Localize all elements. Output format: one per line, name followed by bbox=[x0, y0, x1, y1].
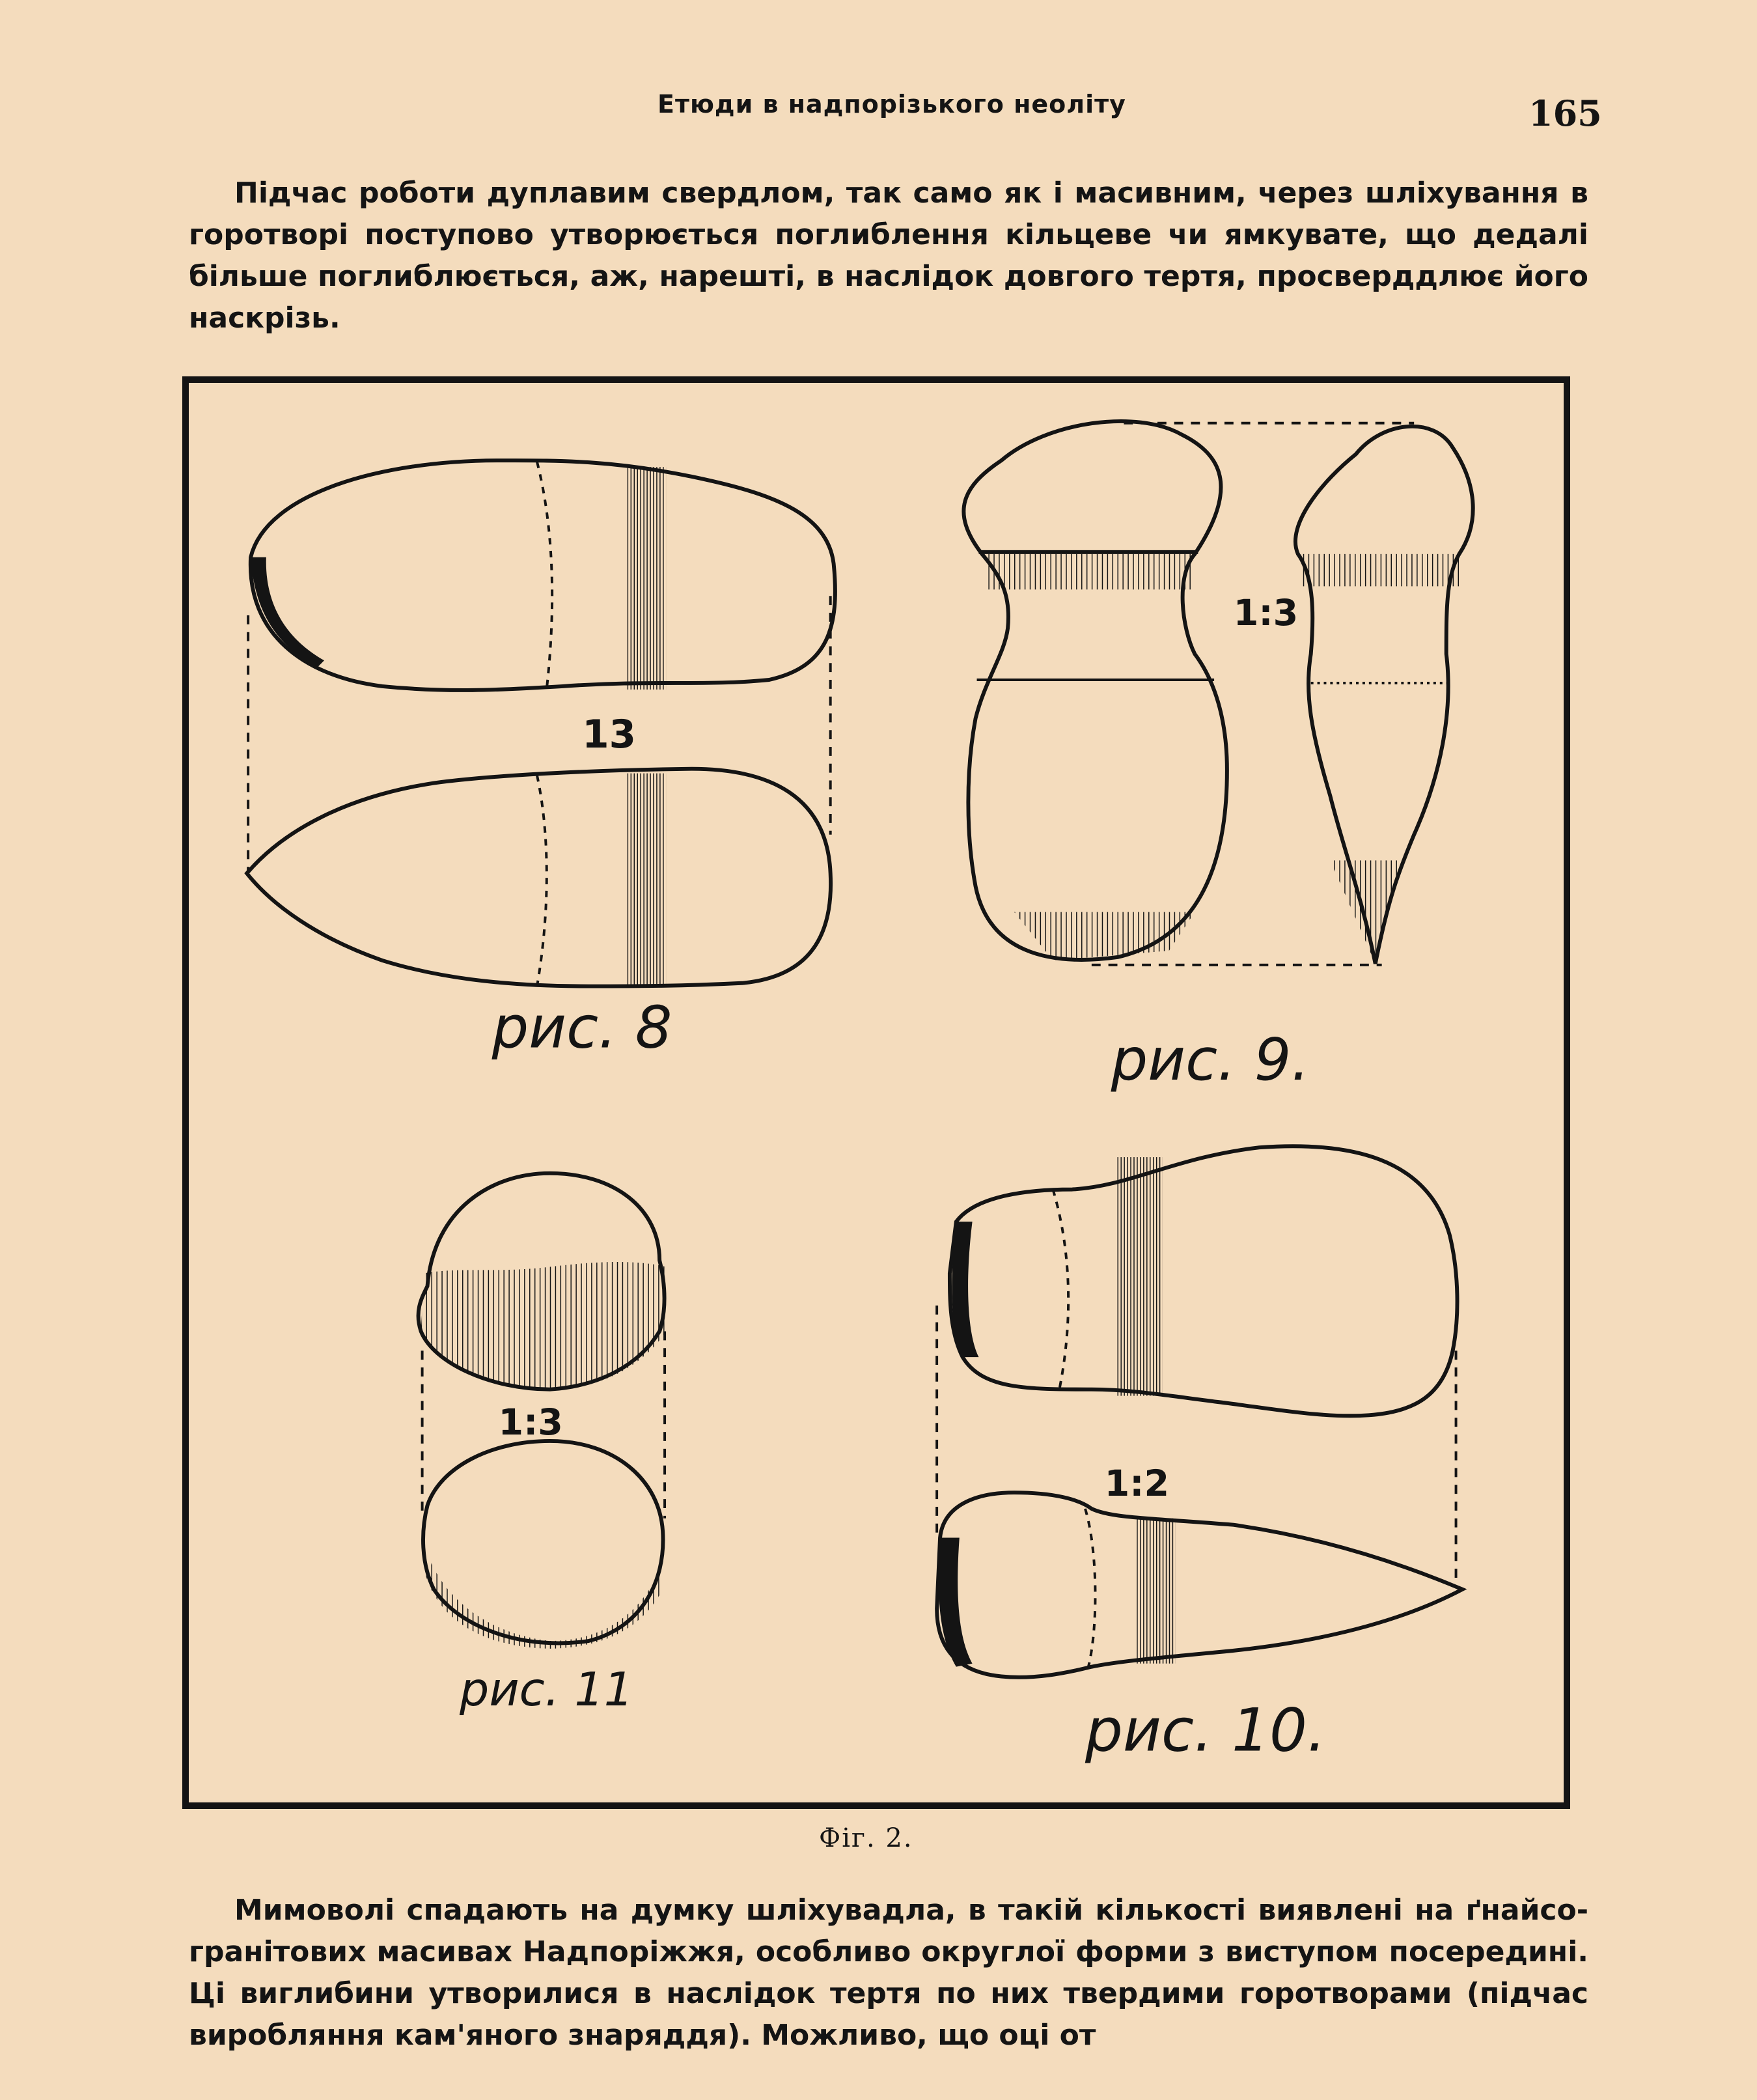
fig11-top-hatch bbox=[421, 1262, 666, 1390]
paragraph-top bbox=[189, 173, 1588, 339]
fig10-scale: 1:2 bbox=[1104, 1463, 1170, 1505]
running-head: Етюди в надпорізького неоліту bbox=[657, 90, 1126, 119]
fig8-scale: 13 bbox=[582, 712, 636, 758]
fig10-upper-groove bbox=[1053, 1190, 1068, 1390]
figure-frame bbox=[182, 376, 1570, 1809]
fig10-label: рис. 10. bbox=[1085, 1696, 1326, 1765]
fig9-front-hatch bbox=[985, 554, 1191, 589]
fig9-front-bottom-hatch bbox=[1014, 912, 1195, 960]
fig10-drawing bbox=[937, 1146, 1462, 1677]
fig10-lower-groove bbox=[1085, 1509, 1096, 1667]
fig8-upper-axe bbox=[251, 460, 835, 690]
fig8-upper-groove-line bbox=[537, 462, 552, 689]
fig10-upper-hatch bbox=[1117, 1157, 1162, 1396]
fig11-label: рис. 11 bbox=[460, 1662, 633, 1717]
figure-drawing bbox=[189, 383, 1564, 1802]
paragraph-top-text: Підчас роботи дуплавим свердлом, так само як і масивним, через шліхування в горотворі поступово утворюється поглиблення кільцеве чи ямкувате, що дедалі більше поглиблюється, аж, нарешті, в наслідок довгого тертя, просверддлює його наскрізь. bbox=[189, 176, 1588, 335]
fig10-lower-shade bbox=[939, 1538, 973, 1667]
paragraph-bottom bbox=[189, 1890, 1588, 2056]
fig9-label: рис. 9. bbox=[1111, 1026, 1310, 1095]
fig9-scale: 1:3 bbox=[1233, 592, 1299, 634]
page-number: 165 bbox=[1529, 92, 1602, 134]
fig8-lower-axe bbox=[247, 769, 831, 987]
fig11-bottom-shade bbox=[426, 1557, 663, 1649]
figure-caption: Фіг. 2. bbox=[819, 1823, 913, 1853]
fig8-upper-hatch bbox=[628, 467, 666, 690]
fig9-front-view bbox=[963, 421, 1227, 960]
fig8-label: рис. 8 bbox=[491, 994, 672, 1062]
fig9-side-hatch bbox=[1301, 554, 1460, 587]
fig10-lower-hatch bbox=[1137, 1519, 1175, 1664]
fig10-lower-axe bbox=[937, 1492, 1462, 1677]
fig9-drawing bbox=[963, 421, 1473, 965]
fig10-upper-axe bbox=[950, 1146, 1458, 1416]
fig8-drawing bbox=[247, 460, 835, 986]
fig11-scale: 1:3 bbox=[498, 1402, 563, 1444]
fig8-lower-groove-line bbox=[537, 776, 547, 987]
fig8-lower-hatch bbox=[628, 774, 666, 987]
paragraph-bottom-text: Мимоволі спадають на думку шліхувадла, в такій кількості виявлені на ґнайсо-гранітових масивах Надпоріжжя, особливо округлої форми з виступом посередині. Ці виглибини утворилися в наслідок тертя по них твердими горотворами (підчас виробляння кам'яного знаряддя). Можливо, що оці от bbox=[189, 1894, 1588, 2052]
fig9-side-tip-shade bbox=[1330, 860, 1401, 963]
